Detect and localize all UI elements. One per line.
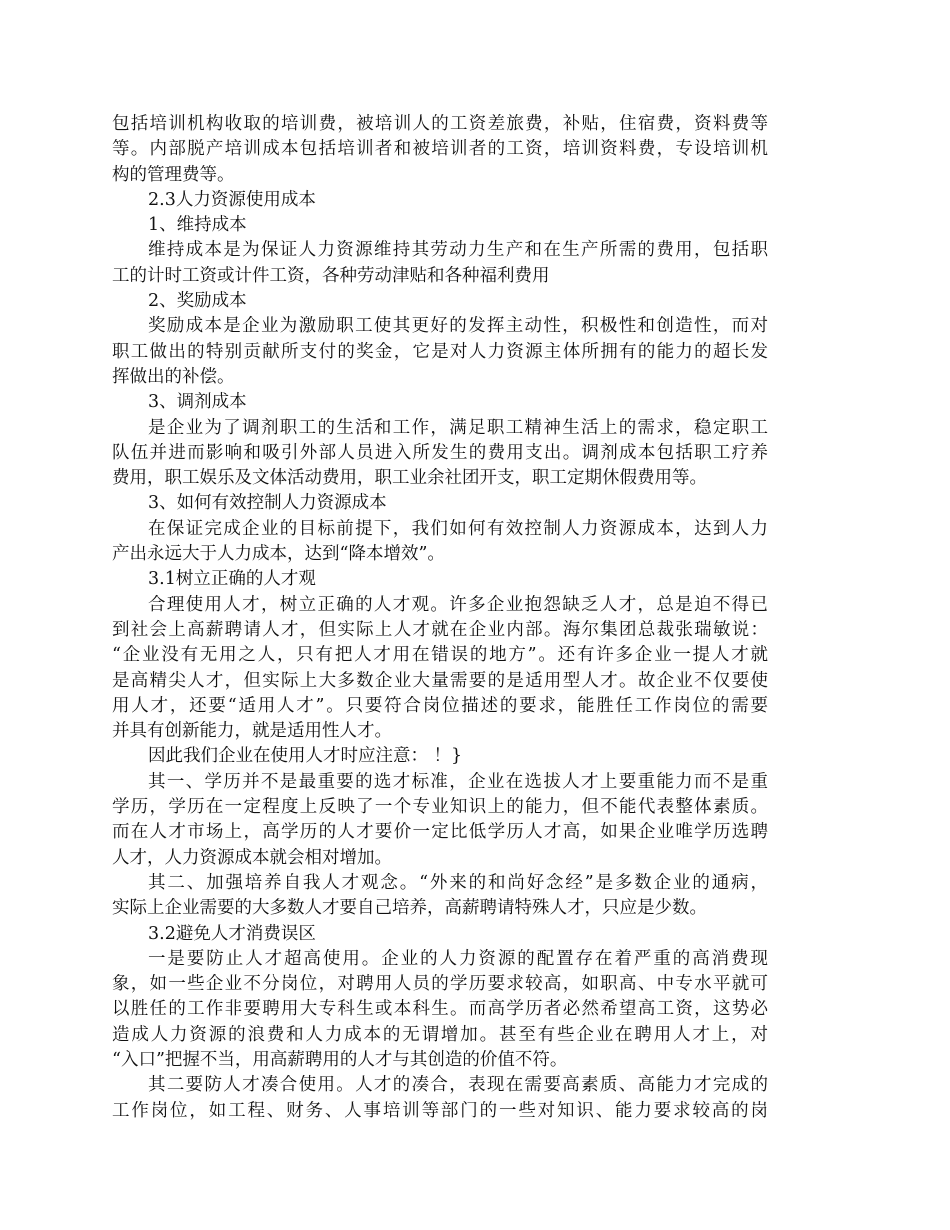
text-line: 在保证完成企业的目标前提下，我们如何有效控制人力资源成本，达到人力 xyxy=(148,518,768,539)
text-line: “入口”把握不当，用高薪聘用的人才与其创造的价值不符。 xyxy=(112,1049,568,1070)
text-line: 其一、学历并不是最重要的选才标准，企业在选拔人才上要重能力而不是重 xyxy=(148,771,768,792)
document-page xyxy=(112,112,768,1124)
text-line: 工作岗位，如工程、财务、人事培训等部门的一些对知识、能力要求较高的岗 xyxy=(112,1100,768,1121)
text-line: 挥做出的补偿。 xyxy=(112,366,235,387)
text-line: 包括培训机构收取的培训费，被培训人的工资差旅费，补贴，住宿费，资料费等 xyxy=(112,114,768,134)
text-line: 费用，职工娱乐及文体活动费用，职工业余社团开支，职工定期休假费用等。 xyxy=(112,468,707,489)
text-line: 合理使用人才，树立正确的人才观。许多企业抱怨缺乏人才，总是迫不得已 xyxy=(148,594,768,615)
text-line: 3、如何有效控制人力资源成本 xyxy=(148,493,387,514)
text-line: 到社会上高薪聘请人才，但实际上人才就在企业内部。海尔集团总裁张瑞敏说： xyxy=(112,619,768,640)
text-line: 奖励成本是企业为激励职工使其更好的发挥主动性，积极性和创造性，而对 xyxy=(148,316,768,337)
text-line: 3.1树立正确的人才观 xyxy=(148,569,316,590)
text-line: 队伍并进而影响和吸引外部人员进入所发生的费用支出。调剂成本包括职工疗养 xyxy=(112,442,768,463)
text-line: 等。内部脱产培训成本包括培训者和被培训者的工资，培训资料费，专设培训机 xyxy=(112,139,768,160)
text-line: 是企业为了调剂职工的生活和工作，满足职工精神生活上的需求，稳定职工 xyxy=(148,417,768,438)
text-line: 因此我们企业在使用人才时应注意： ！} xyxy=(148,746,463,767)
text-line: 3、调剂成本 xyxy=(148,392,247,413)
text-line: 象，如一些企业不分岗位，对聘用人员的学历要求较高，如职高、中专水平就可 xyxy=(112,974,768,995)
text-line: 其二要防人才凑合使用。人才的凑合，表现在需要高素质、高能力才完成的 xyxy=(148,1075,768,1096)
text-line: 一是要防止人才超高使用。企业的人力资源的配置存在着严重的高消费现 xyxy=(148,948,768,969)
text-line: “企业没有无用之人，只有把人才用在错误的地方”。还有许多企业一提人才就 xyxy=(112,645,768,666)
text-line: 2、奖励成本 xyxy=(148,291,247,312)
text-line: 构的管理费等。 xyxy=(112,164,235,185)
text-line: 3.2避免人才消费误区 xyxy=(148,923,316,944)
text-line: 并具有创新能力，就是适用性人才。 xyxy=(112,721,392,742)
text-line: 而在人才市场上，高学历的人才要价一定比低学历人才高，如果企业唯学历选聘 xyxy=(112,822,768,843)
text-line: 实际上企业需要的大多数人才要自己培养，高薪聘请特殊人才，只应是少数。 xyxy=(112,898,707,919)
text-line: 产出永远大于人力成本，达到“降本增效”。 xyxy=(112,544,445,565)
text-line: 用人才，还要“适用人才”。只要符合岗位描述的要求，能胜任工作岗位的需要 xyxy=(112,695,768,716)
text-line: 人才，人力资源成本就会相对增加。 xyxy=(112,847,392,868)
text-line: 职工做出的特别贡献所支付的奖金，它是对人力资源主体所拥有的能力的超长发 xyxy=(112,341,768,362)
text-line: 其二、加强培养自我人才观念。“外来的和尚好念经”是多数企业的通病， xyxy=(148,872,768,893)
text-line: 是高精尖人才，但实际上大多数企业大量需要的是适用型人才。故企业不仅要使 xyxy=(112,670,768,691)
text-line: 以胜任的工作非要聘用大专科生或本科生。而高学历者必然希望高工资，这势必 xyxy=(112,999,768,1020)
text-line: 工的计时工资或计件工资，各种劳动津贴和各种福利费用 xyxy=(112,265,550,286)
text-line: 学历，学历在一定程度上反映了一个专业知识上的能力，但不能代表整体素质。 xyxy=(112,797,768,818)
text-line: 造成人力资源的浪费和人力成本的无谓增加。甚至有些企业在聘用人才上，对 xyxy=(112,1024,768,1045)
text-line: 2.3人力资源使用成本 xyxy=(148,189,316,210)
text-line: 1、维持成本 xyxy=(148,215,247,236)
text-line: 维持成本是为保证人力资源维持其劳动力生产和在生产所需的费用，包括职 xyxy=(148,240,768,261)
